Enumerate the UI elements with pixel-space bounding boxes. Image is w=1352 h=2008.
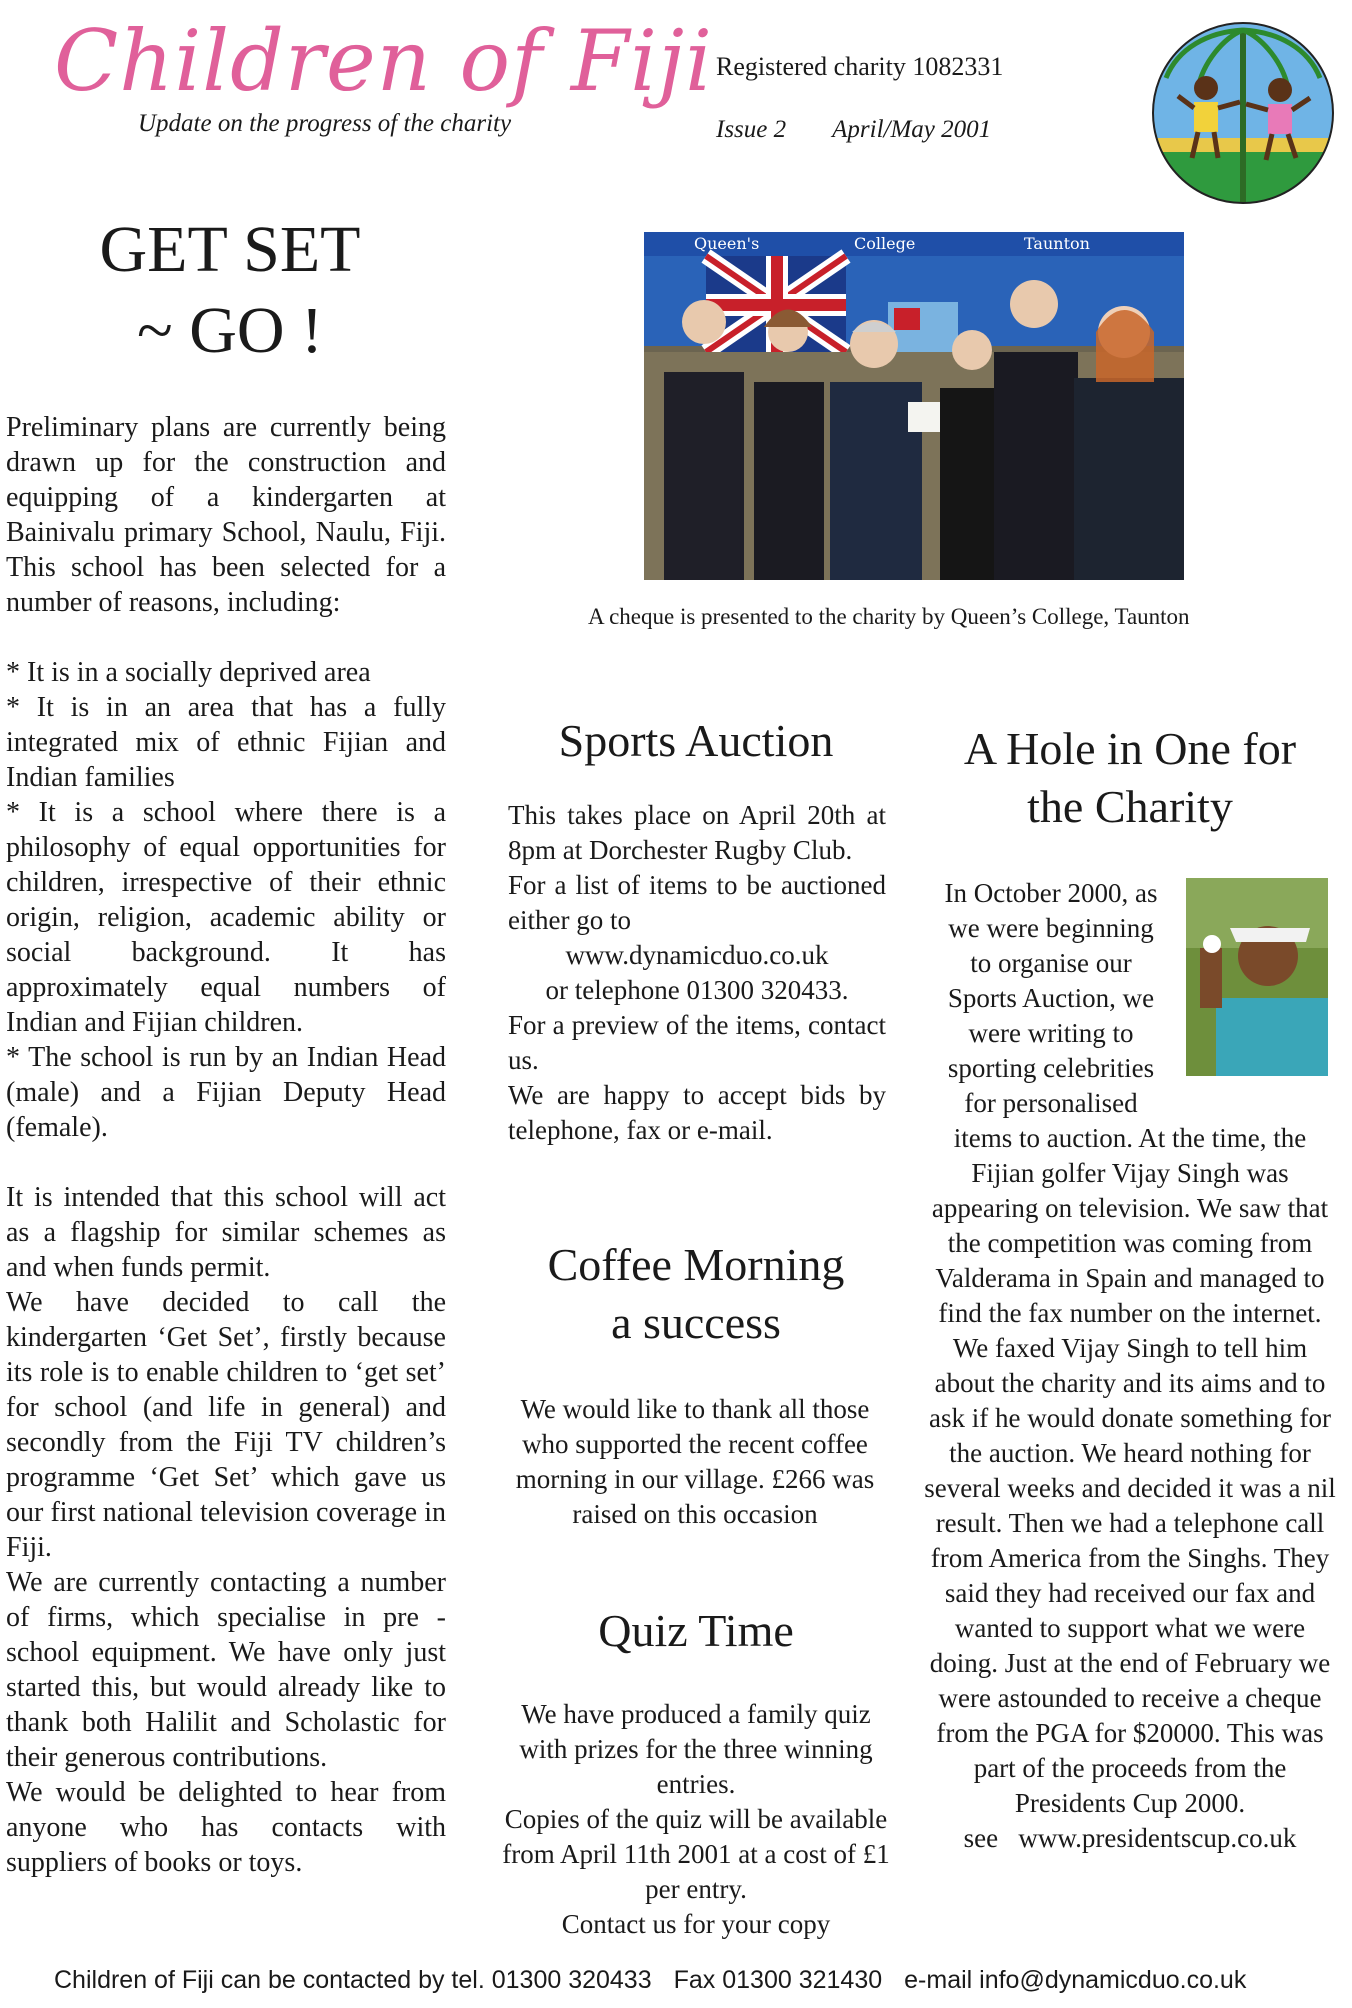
sports-auction-text: For a preview of the items, contact us. [508,1010,886,1075]
masthead-title: Children of Fiji [54,12,713,110]
article-paragraph: We have decided to call the kindergarten ‘Get Set’, firstly because its role is to enable children to ‘get set’ for school (and life in general) and secondly from the Fiji TV children’s programme ‘Get Set’ which gave us our first national television coverage in Fiji. [6,1287,446,1563]
article-bullet: * It is in a socially deprived area [6,657,371,688]
banner-word: Taunton [1024,234,1090,253]
quiz-heading: Quiz Time [598,1605,794,1656]
sports-auction-heading: Sports Auction [558,715,834,766]
article-bullet: * It is in an area that has a fully integrated mix of ethnic Fijian and Indian families [6,692,446,793]
issue-date: April/May 2001 [832,116,992,143]
banner-word: College [854,234,916,253]
hole-line: Sports Auction, we [947,983,1155,1013]
coffee-morning-body: We would like to thank all those who supported the recent coffee morning in our village. £266 was raised on this occasion [515,1394,875,1529]
quiz-text: We have produced a family quiz with prizes for the three winning entries. [519,1699,873,1799]
see-label: see [963,1823,999,1853]
hole-heading-line-2: the Charity [1027,781,1233,832]
hole-line: were writing to [968,1018,1134,1048]
hole-in-one-body [920,1121,1340,1856]
banner-word: Queen's [694,234,760,253]
auction-url[interactable]: www.dynamicduo.co.uk [565,940,829,970]
title-line-2: ~ GO ! [136,293,323,367]
hole-line: for personalised [964,1088,1138,1118]
hole-in-one-see [920,1821,1340,1856]
hole-line: In October 2000, as [944,878,1158,908]
sports-auction-text: This takes place on April 20th at 8pm at Dorchester Rugby Club. [508,800,886,865]
hole-in-one-text: items to auction. At the time, the Fijian golfer Vijay Singh was appearing on television. We saw that the competition was coming from Valderama in Spain and managed to find the fax number on the internet. We faxed Vijay Singh to tell him about the charity and its aims and to ask if he would donate something for the auction. We heard nothing for several weeks and decided it was a nil result. Then we had a telephone call from America from the Singhs. They said they had received our fax and wanted to support what we were doing. Just at the end of February we were astounded to receive a cheque from the PGA for $20000. This was part of the proceeds from the Presidents Cup 2000. [924,1123,1336,1818]
footer-contact [54,1966,1268,1995]
footer-email[interactable]: e-mail info@dynamicduo.co.uk [904,1966,1247,1994]
auction-phone: or telephone 01300 320433. [545,975,849,1005]
sports-auction-text: For a list of items to be auctioned either go to [508,870,886,935]
issue-info [716,116,991,144]
article-paragraph: Preliminary plans are currently being drawn up for the construction and equipping of a kindergarten at Bainivalu primary School, Naulu, Fiji. This school has been selected for a number of reasons, including: [6,412,446,618]
issue-number: Issue 2 [716,116,787,143]
registration-number: Registered charity 1082331 [716,52,1004,81]
article-paragraph: We are currently contacting a number of firms, which specialise in pre -school equipment. We have only just started this, but would already like to thank both Halilit and Scholastic for their generous contributions. [6,1567,446,1773]
article-bullet: * It is a school where there is a philosophy of equal opportunities for children, irrespective of their ethnic origin, religion, academic ability or social background. It has approximately equal numbers of Indian and Fijian children. [6,797,446,1038]
hole-in-one-intro [920,876,1182,1121]
sports-auction-body [508,798,886,1148]
main-article-title [90,210,370,371]
quiz-text: Copies of the quiz will be available from April 11th 2001 at a cost of £1 per entry. [502,1804,890,1904]
coffee-heading-line-2: a success [611,1297,781,1348]
article-bullet: * The school is run by an Indian Head (male) and a Fijian Deputy Head (female). [6,1042,446,1143]
masthead-subtitle: Update on the progress of the charity [138,110,512,137]
hole-line: we were beginning [948,913,1154,943]
cheque-presentation-photo [644,232,1184,580]
title-line-1: GET SET [99,213,361,286]
sports-auction-text: We are happy to accept bids by telephone, fax or e-mail. [508,1080,886,1145]
hole-in-one-heading [920,720,1340,836]
presidents-cup-url[interactable]: www.presidentscup.co.uk [1018,1823,1297,1853]
hole-heading-line-1: A Hole in One for [963,723,1297,774]
coffee-morning-heading [496,1236,896,1352]
article-paragraph: It is intended that this school will act as a flagship for similar schemes as and when funds permit. [6,1182,446,1283]
golfer-photo [1186,878,1328,1076]
coffee-heading-line-1: Coffee Morning [547,1239,845,1290]
hole-line: to organise our [970,948,1132,978]
quiz-body [496,1697,896,1942]
footer-fax: Fax 01300 321430 [673,1966,883,1994]
main-article-body [6,410,446,1880]
footer-phone: Children of Fiji can be contacted by tel. 01300 320433 [54,1966,652,1994]
hole-line: sporting celebrities [947,1053,1155,1083]
photo-caption: A cheque is presented to the charity by Queen’s College, Taunton [588,604,1190,629]
article-paragraph: We would be delighted to hear from anyone who has contacts with suppliers of books or toys. [6,1777,446,1878]
quiz-text: Contact us for your copy [561,1909,831,1939]
charity-logo [1148,18,1338,208]
